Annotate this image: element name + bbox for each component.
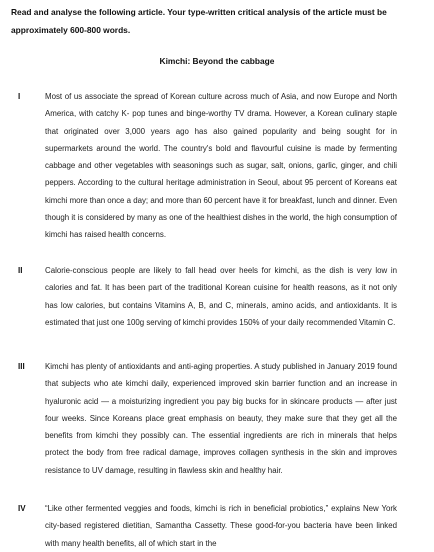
section-paragraph: Kimchi has plenty of antioxidants and anti-aging properties. A study published in January 2019 found that subjects who ate kimchi daily, experienced improved skin barrier function and an increase in hyaluronic acid — a moisturizing ingredient you pay big bucks for in skincare products — after just four weeks. Since Koreans place great emphasis on beauty, they make sure that they get all the benefits from kimchi they possibly can. The essential ingredients are rich in minerals that helps protect the body from free radical damage, improves collagen synthesis in the skin and improves resistance to UV damage, resulting in flawless skin and healthy hair. <box>45 362 397 475</box>
assignment-instructions: Read and analyse the following article. Your type-written critical analysis of the article must be approximately 600-800 words. <box>11 7 387 35</box>
section-numeral: II <box>18 266 23 275</box>
section-numeral: I <box>18 92 21 101</box>
section-paragraph: Calorie-conscious people are likely to fall head over heels for kimchi, as the dish is very low in calories and fat. It has been part of the traditional Korean cuisine for health reasons, as it not only has low calories, but contains Vitamins A, B, and C, minerals, amino acids, and antioxidants. It is estimated that just one 100g serving of kimchi provides 150% of your daily recommended Vitamin C. <box>45 266 397 327</box>
article-title: Kimchi: Beyond the cabbage <box>159 56 275 66</box>
section-paragraph: “Like other fermented veggies and foods, kimchi is rich in beneficial probiotics,” explains New York city-based registered dietitian, Samantha Cassetty. These good-for-you bacteria have been linked with many health benefits, all of which start in the <box>45 504 397 548</box>
section-paragraph: Most of us associate the spread of Korean culture across much of Asia, and now Europe and North America, with catchy K- pop tunes and binge-worthy TV drama. However, a Korean culinary staple that originated over 3,000 years ago has also gained popularity and being sought for in supermarkets around the world. The country's bold and flavourful cuisine is made by fermenting cabbage and other vegetables with seasonings such as sugar, salt, onions, garlic, ginger, and chili peppers. According to the cultural heritage administration in Seoul, about 95 percent of Koreans eat kimchi more than once a day; and more than 60 percent have it for breakfast, lunch and dinner. Even though it is considered by many as one of the healthiest dishes in the world, the high consumption of kimchi has raised health concerns. <box>45 92 397 240</box>
section-numeral: IV <box>18 504 26 513</box>
section-numeral: III <box>18 362 25 371</box>
